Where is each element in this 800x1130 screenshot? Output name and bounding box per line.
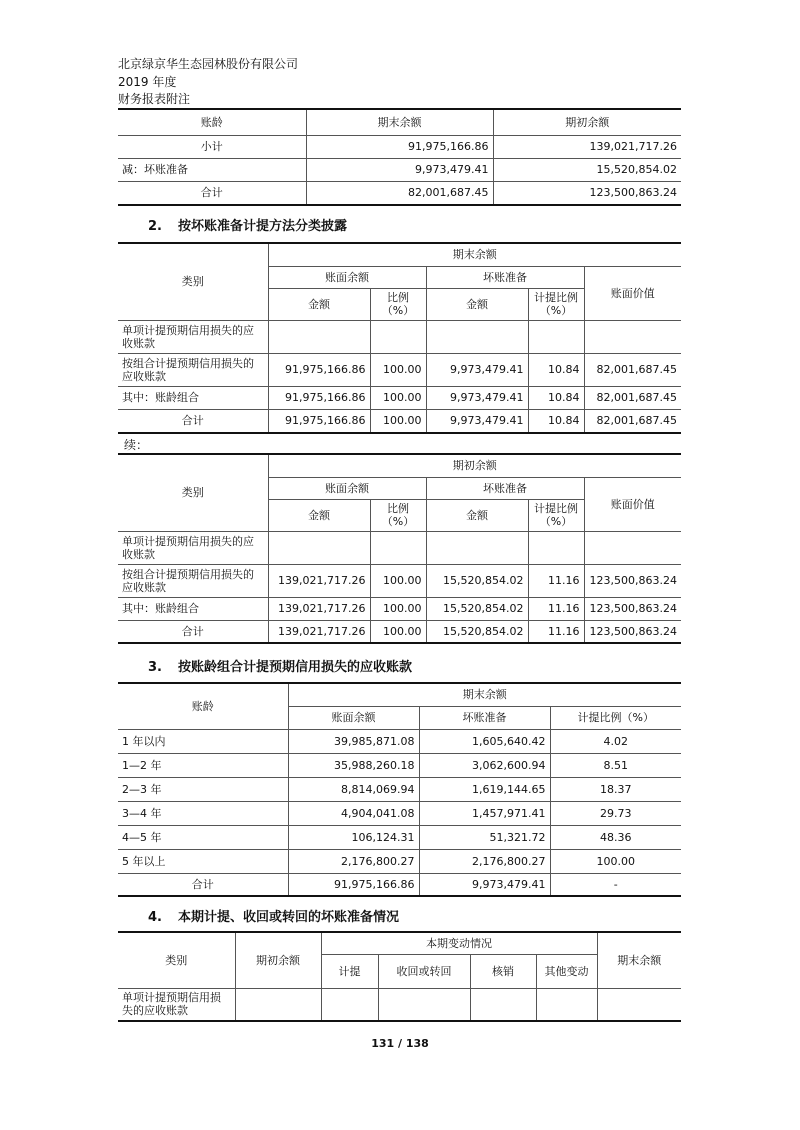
- section-3-heading: 3. 按账龄组合计提预期信用损失的应收账款: [148, 660, 413, 675]
- allowance-movement-table: 类别 期初余额 本期变动情况 期末余额 计提 收回或转回 核销 其他变动 单项计提预期信用损失的应收账款: [118, 931, 681, 1022]
- aging-summary-table: [118, 108, 681, 206]
- table-row: 单项计提预期信用损失的应收账款: [118, 988, 681, 1021]
- table-row: 合计 139,021,717.26 100.00 15,520,854.02 11.16 123,500,863.24: [118, 620, 681, 643]
- company-name: 北京绿京华生态园林股份有限公司: [118, 57, 299, 71]
- table-row: 单项计提预期信用损失的应收账款: [118, 320, 681, 353]
- document-title: 财务报表附注: [118, 92, 191, 106]
- page-number: 131 / 138: [371, 1037, 429, 1050]
- section-2-heading: 2. 按坏账准备计提方法分类披露: [148, 219, 348, 234]
- table-row: 合计 91,975,166.86 9,973,479.41 -: [118, 873, 681, 896]
- col-header-closing: 期末余额: [306, 109, 493, 135]
- page-header: [118, 56, 298, 109]
- table-row: 合计 91,975,166.86 100.00 9,973,479.41 10.84 82,001,687.45: [118, 409, 681, 433]
- table-row: 1—2 年 35,988,260.18 3,062,600.94 8.51: [118, 753, 681, 777]
- allowance-method-opening-table: 类别 期初余额 账面余额 坏账准备 账面价值 金额 比例（%） 金额 计提比例（%） 单项计提预期信用损失的应收账款 按组合计提预期信用损失的应收账款 139,021,717.26 100.00 15,520,854.02 11.16 123,500,863.24 其中：账龄组合 139,021,717.26 100.00 15,520,854.02 11.16 123,500,863.24 合计 139,021,717.26 100.00 15,520,854.02 11.16 123,500,863.24: [118, 453, 681, 644]
- table-row: 其中：账龄组合 91,975,166.86 100.00 9,973,479.41 10.84 82,001,687.45: [118, 386, 681, 409]
- table-row: 单项计提预期信用损失的应收账款: [118, 531, 681, 564]
- allowance-method-closing-table: 类别 期末余额 账面余额 坏账准备 账面价值 金额 比例（%） 金额 计提比例（%） 单项计提预期信用损失的应收账款 按组合计提预期信用损失的应收账款 91,975,166.86 100.00 9,973,479.41 10.84 82,001,687.45 其中：账龄组合 91,975,166.86 100.00 9,973,479.41 10.84 82,001,687.45 合计 91,975,166.86 100.00 9,973,479.41 10.84 82,001,687.45: [118, 242, 681, 434]
- table-row: 5 年以上 2,176,800.27 2,176,800.27 100.00: [118, 849, 681, 873]
- col-header-opening: 期初余额: [493, 109, 681, 135]
- section-4-heading: 4. 本期计提、收回或转回的坏账准备情况: [148, 910, 400, 925]
- aging-group-table: 账龄 期末余额 账面余额 坏账准备 计提比例（%） 1 年以内 39,985,871.08 1,605,640.42 4.02 1—2 年 35,988,260.18 3,062,600.94 8.51 2—3 年 8,814,069.94 1,619,144.65 18.37 3—4 年 4,904,041.08 1,457,971.41 29.73 4—5 年 106,124.31 51,321.72 48.36 5 年以上 2,176,800.27 2,176,800.27 100.00 合计 91,975,166.86 9,973,479.41 -: [118, 682, 681, 897]
- continued-label: 续：: [124, 438, 149, 452]
- table-row: 2—3 年 8,814,069.94 1,619,144.65 18.37: [118, 777, 681, 801]
- table-row: 其中：账龄组合 139,021,717.26 100.00 15,520,854.02 11.16 123,500,863.24: [118, 597, 681, 620]
- table-row: 小计 91,975,166.86 139,021,717.26: [118, 135, 681, 158]
- table-row: 合计 82,001,687.45 123,500,863.24: [118, 181, 681, 205]
- report-year: 2019 年度: [118, 74, 177, 89]
- table-row: 按组合计提预期信用损失的应收账款 91,975,166.86 100.00 9,973,479.41 10.84 82,001,687.45: [118, 353, 681, 386]
- table-row: 按组合计提预期信用损失的应收账款 139,021,717.26 100.00 15,520,854.02 11.16 123,500,863.24: [118, 564, 681, 597]
- table-row: 减：坏账准备 9,973,479.41 15,520,854.02: [118, 158, 681, 181]
- col-header-aging: 账龄: [118, 109, 306, 135]
- table-row: 1 年以内 39,985,871.08 1,605,640.42 4.02: [118, 729, 681, 753]
- table-row: 3—4 年 4,904,041.08 1,457,971.41 29.73: [118, 801, 681, 825]
- table-row: 4—5 年 106,124.31 51,321.72 48.36: [118, 825, 681, 849]
